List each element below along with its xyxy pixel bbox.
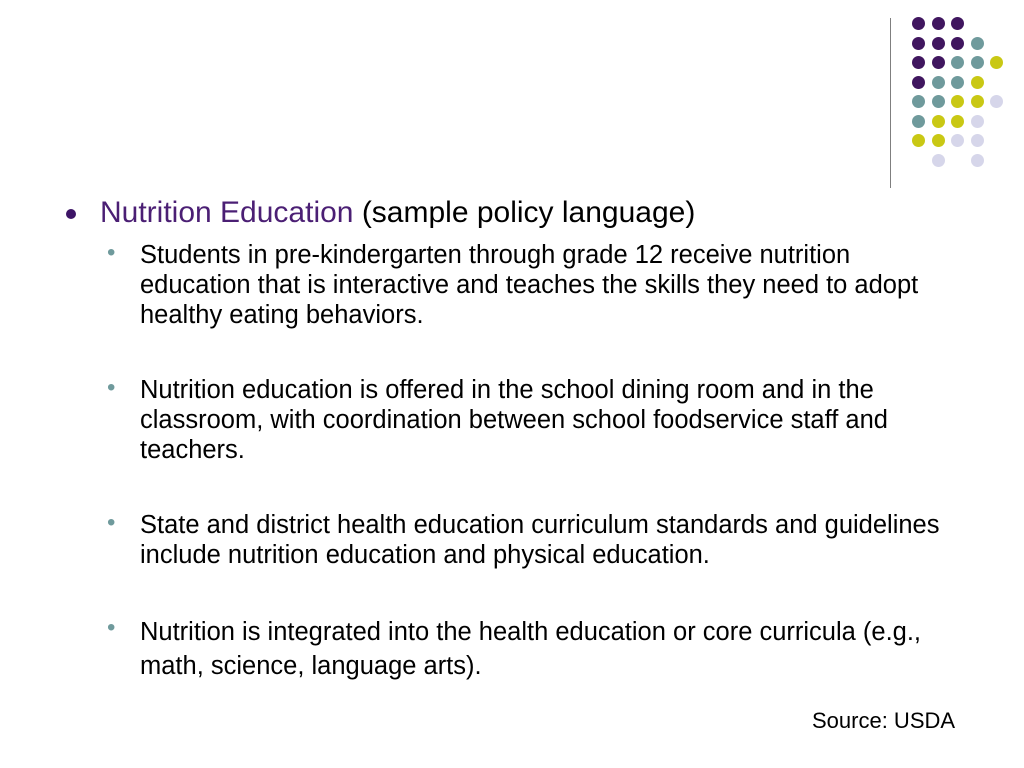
- decorative-dot: [971, 56, 984, 69]
- bullet-item: [107, 614, 960, 683]
- decorative-dot: [951, 17, 964, 30]
- decorative-dot: [932, 17, 945, 30]
- heading-rest-text: (sample policy language): [353, 196, 696, 229]
- decorative-dot: [951, 134, 964, 147]
- decorative-dot: [932, 154, 945, 167]
- heading-accent-text: Nutrition Education: [100, 196, 354, 229]
- decorative-dot: [932, 76, 945, 89]
- decorative-dot: [971, 37, 984, 50]
- decorative-dot: [932, 95, 945, 108]
- decorative-dot: [912, 17, 925, 30]
- bullet-item: [107, 374, 960, 465]
- level1-bullet-icon: [66, 209, 76, 219]
- bullet-item: [107, 239, 960, 330]
- bullet-list: [107, 239, 960, 683]
- decorative-dot: [912, 56, 925, 69]
- bullet-dot-icon: •: [107, 614, 116, 641]
- decorative-dot: [951, 115, 964, 128]
- decorative-dot: [990, 56, 1003, 69]
- decorative-dot: [912, 134, 925, 147]
- decorative-dot: [971, 115, 984, 128]
- bullet-dot-icon: •: [107, 509, 116, 536]
- bullet-dot-icon: •: [107, 239, 116, 266]
- decorative-dot: [912, 37, 925, 50]
- vertical-divider: [890, 18, 891, 188]
- decorative-dot: [951, 76, 964, 89]
- decorative-dot: [971, 134, 984, 147]
- bullet-text: State and district health education curriculum standards and guidelines include nutrition education and physical education.: [140, 511, 940, 569]
- decorative-dot: [951, 95, 964, 108]
- decorative-dot: [912, 76, 925, 89]
- decorative-dot: [932, 56, 945, 69]
- decorative-dot: [971, 154, 984, 167]
- slide-heading: [100, 195, 980, 231]
- decorative-dot: [951, 37, 964, 50]
- bullet-item: [107, 509, 960, 570]
- decorative-dot: [912, 115, 925, 128]
- decorative-dot: [951, 56, 964, 69]
- bullet-text: Nutrition education is offered in the school dining room and in the classroom, with coordination between school foodservice staff and teachers.: [140, 376, 888, 464]
- source-citation: Source: USDA: [812, 708, 956, 733]
- decorative-dot: [990, 95, 1003, 108]
- decorative-dot: [971, 76, 984, 89]
- decorative-dot: [912, 95, 925, 108]
- bullet-text: Nutrition is integrated into the health education or core curricula (e.g., math, science, language arts).: [140, 618, 922, 680]
- decorative-dot: [932, 115, 945, 128]
- decorative-dot: [971, 95, 984, 108]
- decorative-dot-grid: [0, 0, 1024, 200]
- decorative-dot: [932, 134, 945, 147]
- decorative-dot: [932, 37, 945, 50]
- bullet-dot-icon: •: [107, 374, 116, 401]
- bullet-text: Students in pre-kindergarten through grade 12 receive nutrition education that is interactive and teaches the skills they need to adopt healthy eating behaviors.: [140, 241, 919, 329]
